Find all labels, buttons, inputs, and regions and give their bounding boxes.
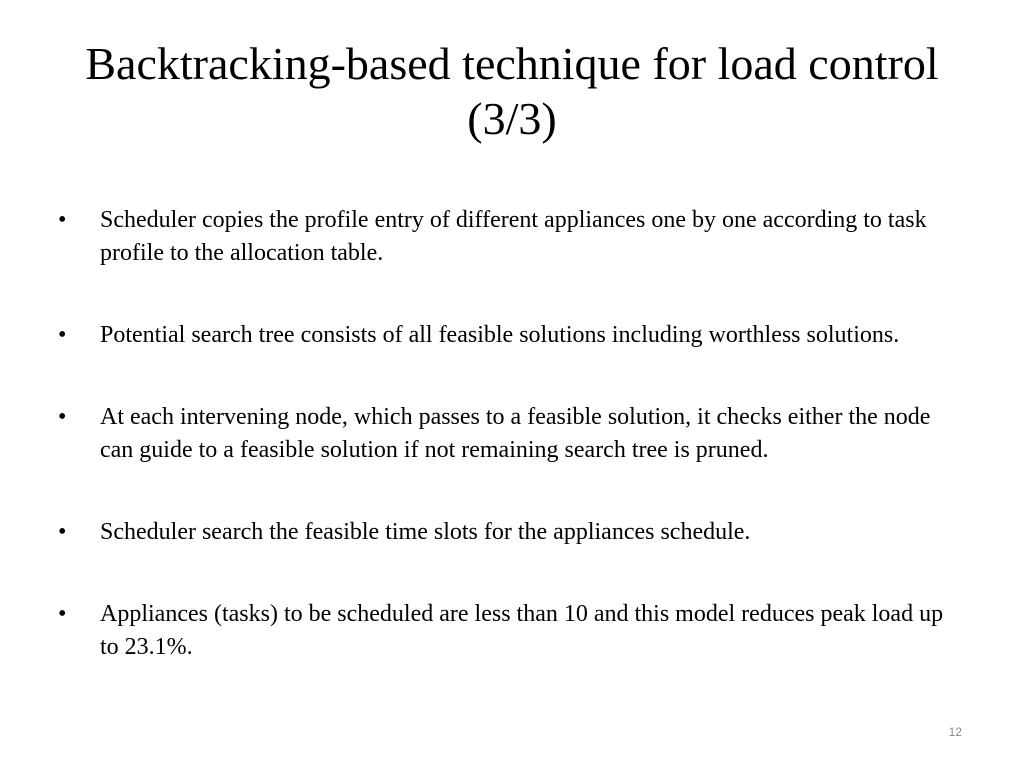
- bullet-item-4: [58, 516, 958, 549]
- bullet-text: Potential search tree consists of all feasible solutions including worthless solutions.: [100, 322, 900, 348]
- bullet-item-3: [58, 401, 958, 467]
- bullet-marker: •: [58, 322, 67, 348]
- bullet-marker: •: [58, 601, 67, 627]
- bullet-text: Scheduler copies the profile entry of different appliances one by one according to task profile to the allocation table.: [100, 207, 927, 266]
- bullet-marker: •: [58, 519, 67, 545]
- slide-number: 12: [948, 725, 962, 739]
- bullet-list: [58, 204, 958, 713]
- bullet-text: Appliances (tasks) to be scheduled are less than 10 and this model reduces peak load up to 23.1%.: [100, 601, 944, 660]
- bullet-item-2: [58, 319, 958, 352]
- bullet-item-1: [58, 204, 958, 270]
- slide-title: Backtracking-based technique for load control (3/3): [85, 38, 939, 144]
- bullet-marker: •: [58, 404, 67, 430]
- bullet-item-5: [58, 598, 958, 664]
- bullet-text: At each intervening node, which passes to a feasible solution, it checks either the node can guide to a feasible solution if not remaining search tree is pruned.: [100, 404, 931, 463]
- bullet-text: Scheduler search the feasible time slots for the appliances schedule.: [100, 519, 751, 545]
- bullet-marker: •: [58, 207, 67, 233]
